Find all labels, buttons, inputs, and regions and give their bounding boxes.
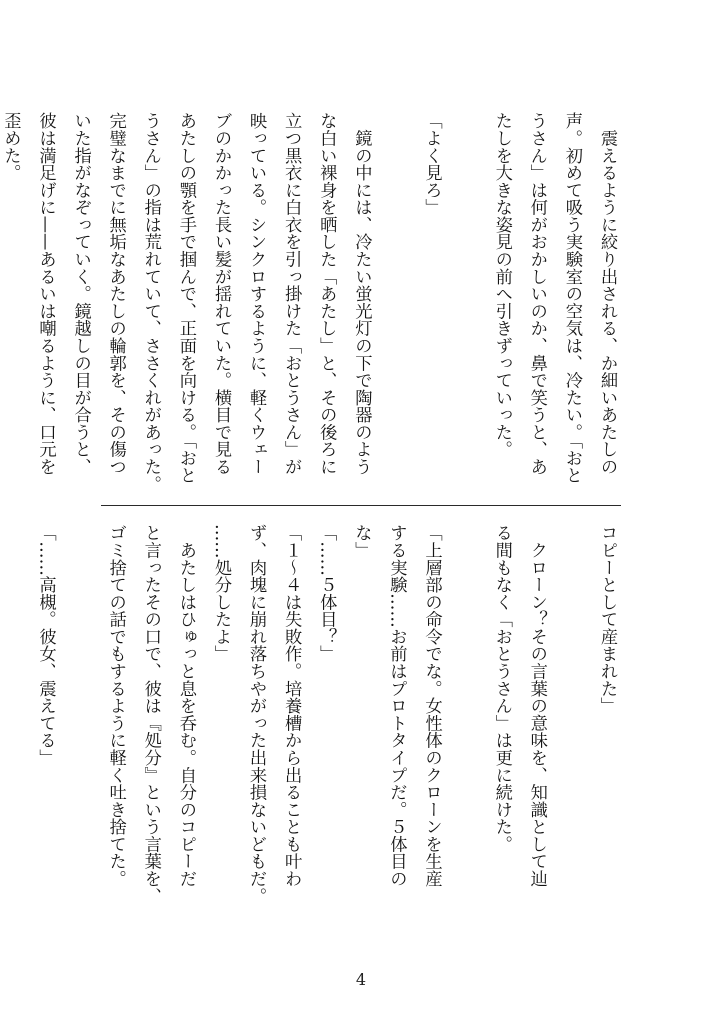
- text-line: うさん」の指は荒れていて、ささくれがあった。: [140, 112, 161, 493]
- text-line: 完璧なまでに無垢なあたしの輪郭を、その傷つ: [105, 112, 126, 476]
- text-line: [63, 524, 98, 924]
- text-line: [0, 524, 27, 924]
- text-line: [378, 112, 413, 490]
- text-line: な」: [351, 524, 372, 559]
- text-line: あたしはひゅっと息を呑む。自分のコピーだ: [175, 524, 196, 888]
- text-line: する実験……お前はプロトタイプだ。５体目の: [386, 524, 407, 888]
- text-line: 「……５体目？」: [316, 524, 337, 663]
- text-line: 鏡の中には、冷たい蛍光灯の下で陶器のよう: [351, 112, 372, 476]
- text-line: コピーとして産まれた」: [597, 524, 617, 715]
- text-line: あたしの顎を手で掴んで、正面を向ける。「おと: [175, 112, 196, 484]
- text-line: る間もなく「おとうさん」は更に続けた。: [491, 524, 512, 853]
- text-line: 声。初めて吸う実験室の空気は、冷たい。「おと: [561, 112, 582, 484]
- text-line: と言ったその口で、彼は『処分』という言葉を、: [140, 524, 161, 905]
- text-line: 映っている。シンクロするように、軽くウェー: [246, 112, 267, 476]
- section-divider: [101, 505, 621, 506]
- text-line: 「１〜４は失敗作。培養槽から出ることも叶わ: [281, 524, 302, 888]
- text-line: [554, 524, 589, 924]
- upper-text-block: [0, 112, 624, 493]
- text-line: な白い裸身を晒した「あたし」と、その後ろに: [316, 112, 337, 476]
- text-line: [449, 524, 484, 924]
- text-line: ず、肉塊に崩れ落ちやがった出来損ないどもだ。: [246, 524, 267, 905]
- text-line: ブのかかった長い髪が揺れていた。横目で見る: [210, 112, 231, 476]
- text-line: 震えるように絞り出される、か細いあたしの: [597, 112, 617, 476]
- text-line: 「よく見ろ」: [421, 112, 442, 216]
- text-line: ……処分したよ」: [210, 524, 231, 663]
- text-line: いた指がなぞっていく。鏡越しの目が合うと、: [70, 112, 91, 476]
- text-line: 「……高槻。彼女、震えてる」: [35, 524, 56, 767]
- text-line: 彼は満足げに——あるいは嘲るように、口元を: [35, 112, 56, 476]
- text-line: ゴミ捨ての話でもするように軽く吐き捨てた。: [105, 524, 126, 888]
- text-line: クローン？その言葉の意味を、知識として辿: [526, 524, 547, 888]
- text-line: 立つ黒衣に白衣を引っ掛けた「おとうさん」が: [281, 112, 302, 476]
- text-line: 「上層部の命令でな。女性体のクローンを生産: [421, 524, 442, 888]
- text-line: 歪めた。: [0, 112, 21, 182]
- text-line: [449, 112, 484, 490]
- text-line: うさん」は何がおかしいのか、鼻で笑うと、あ: [526, 112, 547, 476]
- text-line: たしを大きな姿見の前へ引きずっていった。: [491, 112, 512, 458]
- lower-text-block: [35, 524, 624, 924]
- page-number: 4: [355, 970, 367, 989]
